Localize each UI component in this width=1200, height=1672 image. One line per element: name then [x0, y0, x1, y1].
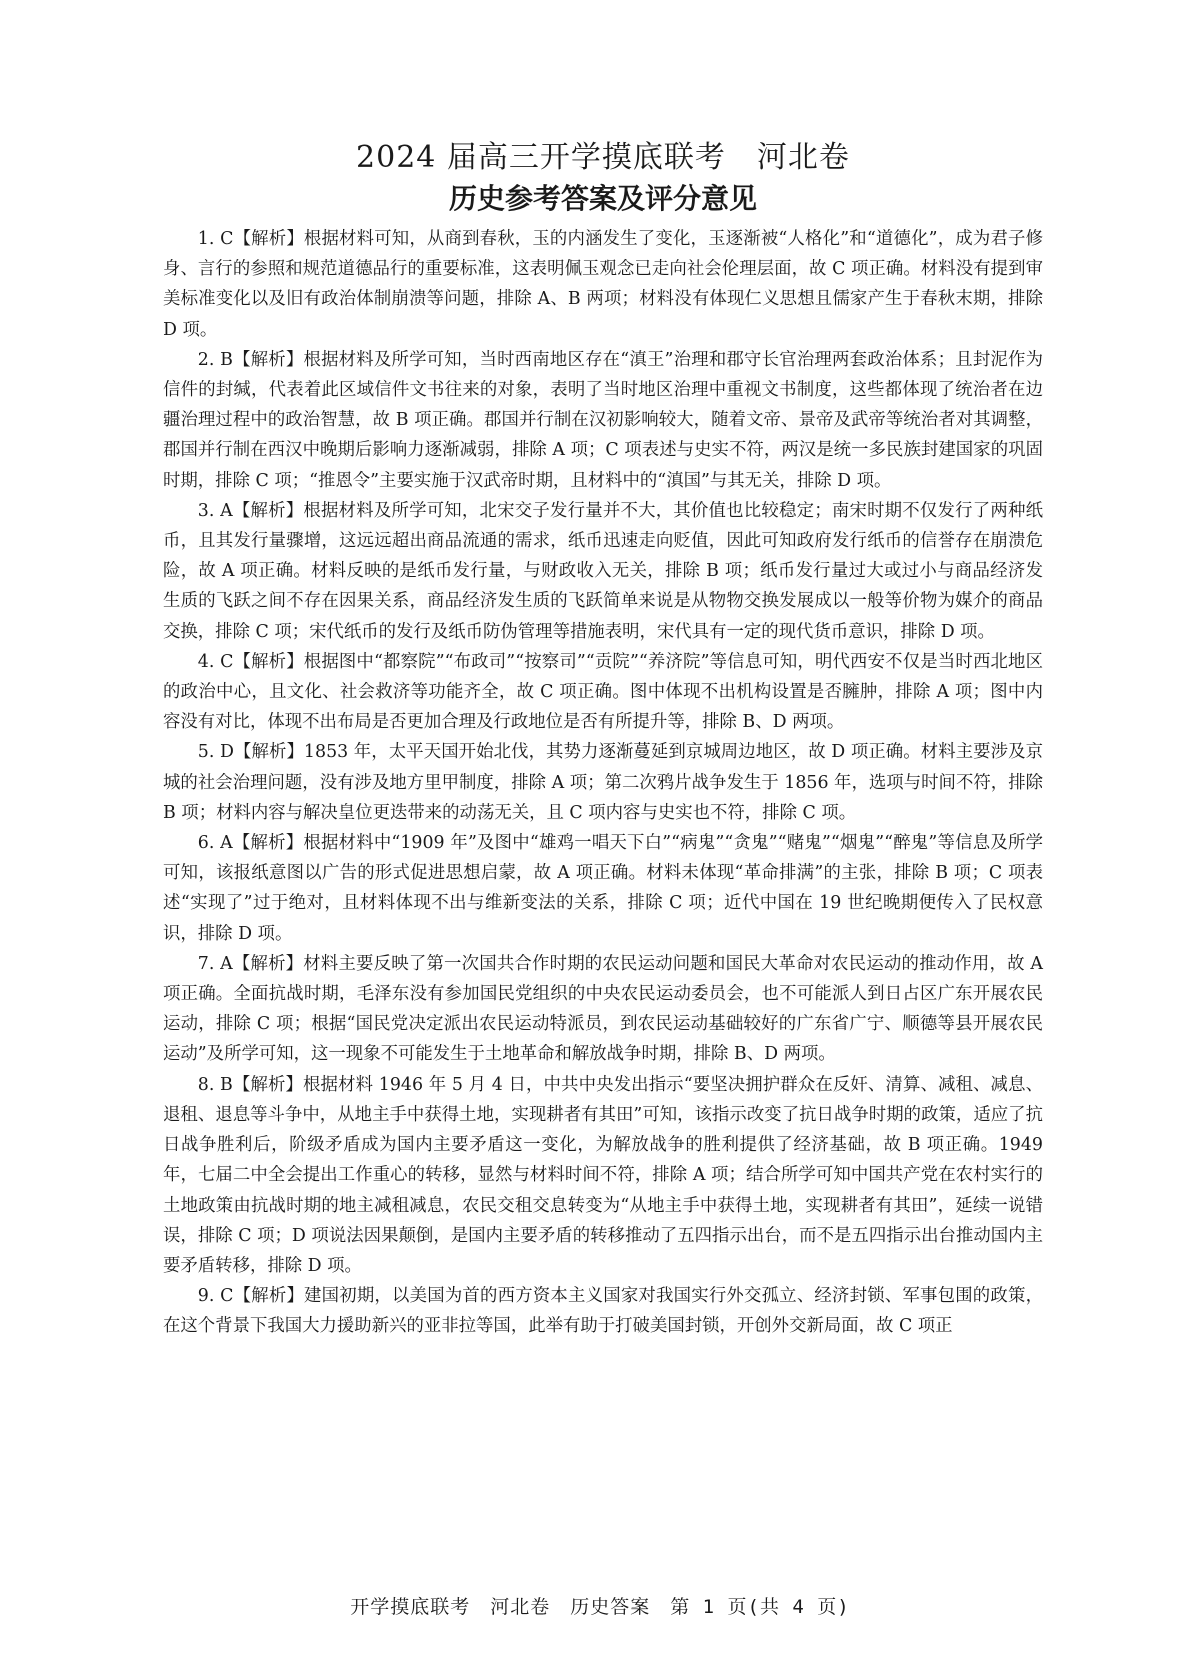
answer-item-9: 9. C【解析】建国初期，以美国为首的西方资本主义国家对我国实行外交孤立、经济封锁、军事包围的政策，在这个背景下我国大力援助新兴的亚非拉等国，此举有助于打破美国封锁，开创外交新局面，故 C 项正: [163, 1286, 1043, 1337]
exam-title: 2024 届高三开学摸底联考 河北卷: [356, 140, 850, 175]
answer-key-title: 历史参考答案及评分意见: [448, 182, 757, 215]
answer-item-2: 2. B【解析】根据材料及所学可知，当时西南地区存在“滇王”治理和郡守长官治理两套政治体系；且封泥作为信件的封缄，代表着此区域信件文书往来的对象，表明了当时地区治理中重视文书制度，这些都体现了统治者在边疆治理过程中的政治智慧，故 B 项正确。郡国并行制在汉初影响较大，随着文帝、景帝及武帝等统治者对其调整，郡国并行制在西汉中晚期后影响力逐渐减弱，排除 A 项；C 项表述与史实不符，两汉是统一多民族封建国家的巩固时期，排除 C 项；“推恩令”主要实施于汉武帝时期，且材料中的“滇国”与其无关，排除 D 项。: [163, 349, 1043, 491]
answer-item-5: 5. D【解析】1853 年，太平天国开始北伐，其势力逐渐蔓延到京城周边地区，故 D 项正确。材料主要涉及京城的社会治理问题，没有涉及地方里甲制度，排除 A 项；第二次鸦片战争发生于 1856 年，选项与时间不符，排除 B 项；材料内容与解决皇位更迭带来的动荡无关，且 C 项内容与史实也不符，排除 C 项。: [163, 742, 1043, 823]
page-footer: 开学摸底联考 河北卷 历史答案 第 1 页(共 4 页): [350, 1596, 850, 1618]
answer-item-3: 3. A【解析】根据材料及所学可知，北宋交子发行量并不大，其价值也比较稳定；南宋时期不仅发行了两种纸币，且其发行量骤增，这远远超出商品流通的需求，纸币迅速走向贬值，因此可知政府发行纸币的信誉存在崩溃危险，故 A 项正确。材料反映的是纸币发行量，与财政收入无关，排除 B 项；纸币发行量过大或过小与商品经济发生质的飞跃之间不存在因果关系，商品经济发生质的飞跃简单来说是从物物交换发展成以一般等价物为媒介的商品交换，排除 C 项；宋代纸币的发行及纸币防伪管理等措施表明，宋代具有一定的现代货币意识，排除 D 项。: [163, 500, 1043, 642]
answer-item-8: 8. B【解析】根据材料 1946 年 5 月 4 日，中共中央发出指示“要坚决拥护群众在反奸、清算、减租、减息、退租、退息等斗争中，从地主手中获得土地，实现耕者有其田”可知，该指示改变了抗日战争时期的政策，适应了抗日战争胜利后，阶级矛盾成为国内主要矛盾这一变化，为解放战争的胜利提供了经济基础，故 B 项正确。1949 年，七届二中全会提出工作重心的转移，显然与材料时间不符，排除 A 项；结合所学可知中国共产党在农村实行的土地政策由抗战时期的地主减租减息，农民交租交息转变为“从地主手中获得土地，实现耕者有其田”，延续一说错误，排除 C 项；D 项说法因果颠倒，是国内主要矛盾的转移推动了五四指示出台，而不是五四指示出台推动国内主要矛盾转移，排除 D 项。: [163, 1074, 1043, 1276]
answer-list: [163, 224, 1043, 1342]
answer-item-6: 6. A【解析】根据材料中“1909 年”及图中“雄鸡一唱天下白”“病鬼”“贪鬼”“赌鬼”“烟鬼”“醉鬼”等信息及所学可知，该报纸意图以广告的形式促进思想启蒙，故 A 项正确。材料未体现“革命排满”的主张，排除 B 项；C 项表述“实现了”过于绝对，且材料体现不出与维新变法的关系，排除 C 项；近代中国在 19 世纪晚期便传入了民权意识，排除 D 项。: [163, 833, 1043, 944]
answer-document: [163, 138, 1043, 1342]
answer-item-4: 4. C【解析】根据图中“都察院”“布政司”“按察司”“贡院”“养济院”等信息可知，明代西安不仅是当时西北地区的政治中心，且文化、社会救济等功能齐全，故 C 项正确。图中体现不出机构设置是否臃肿，排除 A 项；图中内容没有对比，体现不出布局是否更加合理及行政地位是否有所提升等，排除 B、D 两项。: [163, 651, 1043, 733]
answer-item-7: 7. A【解析】材料主要反映了第一次国共合作时期的农民运动问题和国民大革命对农民运动的推动作用，故 A 项正确。全面抗战时期，毛泽东没有参加国民党组织的中央农民运动委员会，也不可能派人到日占区广东开展农民运动，排除 C 项；根据“国民党决定派出农民运动特派员，到农民运动基础较好的广东省广宁、顺德等县开展农民运动”及所学可知，这一现象不可能发生于土地革命和解放战争时期，排除 B、D 两项。: [163, 953, 1043, 1065]
answer-item-1: 1. C【解析】根据材料可知，从商到春秋，玉的内涵发生了变化，玉逐渐被“人格化”和“道德化”，成为君子修身、言行的参照和规范道德品行的重要标准，这表明佩玉观念已走向社会伦理层面，故 C 项正确。材料没有提到审美标准变化以及旧有政治体制崩溃等问题，排除 A、B 两项；材料没有体现仁义思想且儒家产生于春秋末期，排除 D 项。: [163, 229, 1043, 340]
